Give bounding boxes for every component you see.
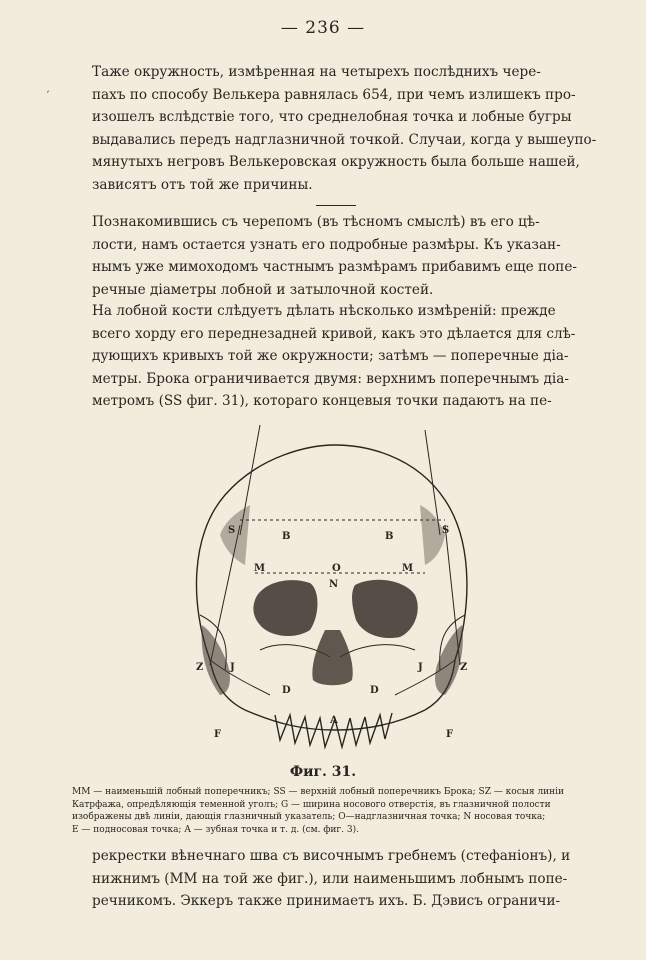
- marker-n: N: [329, 579, 339, 590]
- figure-label: Фиг. 31.: [289, 764, 357, 780]
- page-number: — 236 —: [280, 18, 366, 38]
- marker-b-left: B: [282, 531, 291, 542]
- marker-a: A: [330, 715, 338, 726]
- paragraph-4: [92, 845, 597, 913]
- text-line: рекрестки вѣнечнаго шва съ височнымъ гребнемъ (стефаніонъ), и: [92, 848, 571, 864]
- text-line: дующихъ кривыхъ той же окружности; затѣмъ — поперечные діа-: [92, 348, 569, 364]
- text-line: зависятъ отъ той же причины.: [92, 176, 313, 193]
- marker-m-left: M: [254, 563, 266, 574]
- marker-o: O: [332, 563, 341, 574]
- paragraph-3: [92, 300, 597, 413]
- marker-s-right: S: [442, 525, 450, 536]
- marker-m-right: M: [402, 563, 414, 574]
- paragraph-1: [92, 61, 597, 196]
- text-line: выдавались передъ надглазничной точкой. Случаи, когда у вышеупо-: [92, 131, 597, 148]
- text-line: пахъ по способу Велькера равнялась 654, при чемъ излишекъ про-: [92, 86, 576, 103]
- text-line: метры. Брока ограничивается двумя: верхнимъ поперечнымъ діа-: [92, 370, 569, 387]
- marker-f-right: F: [446, 729, 454, 740]
- marker-j-right: J: [418, 662, 423, 673]
- marker-z-left: Z: [196, 662, 204, 673]
- skull-figure: [170, 425, 495, 755]
- skull-illustration: [170, 425, 495, 755]
- paragraph-2: [92, 211, 597, 301]
- marker-z-right: Z: [460, 662, 468, 673]
- marker-s-left: S: [228, 525, 236, 536]
- figure-caption: [72, 786, 600, 836]
- text-line: лости, намъ остается узнать его подробные размѣры. Къ указан-: [92, 236, 561, 253]
- caption-line: MM — наименьшій лобный поперечникъ; SS — верхній лобный поперечникъ Брока; SZ — косыя линіи: [72, 787, 565, 797]
- text-line: речникомъ. Эккеръ также принимаетъ ихъ. Б. Дэвисъ ограничи-: [92, 893, 561, 909]
- text-line: Таже окружность, измѣренная на четырехъ послѣднихъ чере-: [92, 64, 541, 80]
- text-line: нымъ уже мимоходомъ частнымъ размѣрамъ прибавимъ еще попе-: [92, 259, 577, 275]
- text-line: изошелъ вслѣдствіе того, что среднелобная точка и лобные бугры: [92, 109, 572, 125]
- text-line: всего хорду его переднезадней кривой, какъ это дѣлается для слѣ-: [92, 325, 576, 342]
- marker-d-left: D: [282, 685, 291, 696]
- text-line: Познакомившись съ черепомъ (въ тѣсномъ смыслѣ) въ его цѣ-: [92, 214, 540, 230]
- caption-line: Катрфажа, опредѣляющія теменной уголъ; G — ширина носового отверстія, въ глазничной полости: [72, 799, 551, 810]
- text-line: нижнимъ (MM на той же фиг.), или наименьшимъ лобнымъ попе-: [92, 870, 568, 887]
- marker-j-left: J: [230, 662, 235, 673]
- text-line: речные діаметры лобной и затылочной костей.: [92, 281, 434, 298]
- text-line: мянутыхъ негровъ Велькеровская окружность была больше нашей,: [92, 154, 580, 170]
- caption-line: E — подносовая точка; A — зубная точка и т. д. (см. фиг. 3).: [72, 824, 359, 835]
- marker-b-right: B: [385, 531, 394, 542]
- section-divider: [316, 205, 356, 206]
- caption-line: изображены двѣ линіи, дающія глазничный указатель; O—надглазничная точка; N носовая точка;: [72, 812, 546, 823]
- text-line: На лобной кости слѣдуетъ дѣлать нѣсколько измѣреній: прежде: [92, 303, 556, 319]
- marker-d-right: D: [370, 685, 379, 696]
- margin-mark: ʼ: [46, 90, 50, 101]
- text-line: метромъ (SS фиг. 31), котораго концевыя точки падаютъ на пе-: [92, 393, 552, 409]
- marker-f-left: F: [214, 729, 222, 740]
